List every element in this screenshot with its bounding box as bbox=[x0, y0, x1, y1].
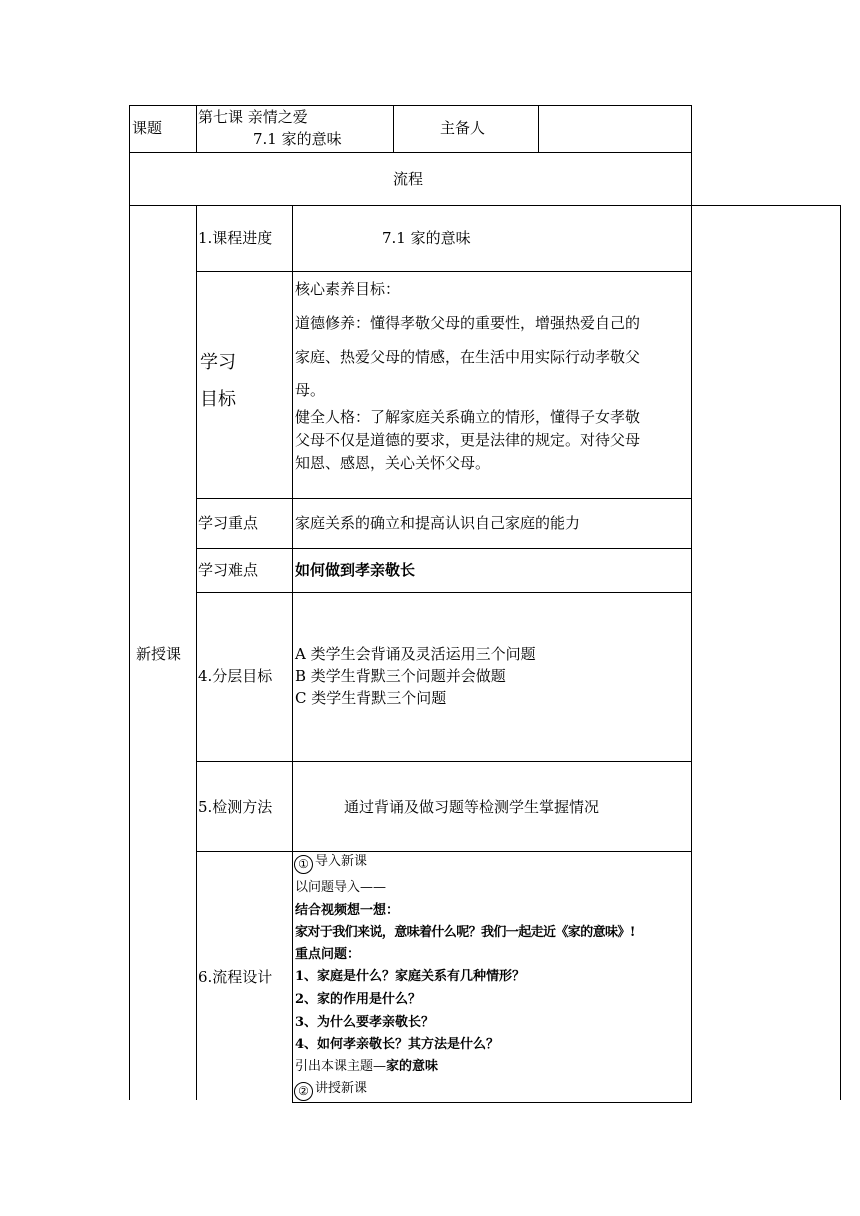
grid-line bbox=[196, 271, 691, 272]
grid-line bbox=[196, 105, 197, 152]
goals-personality-line: 知恩、感恩，关心关怀父母。 bbox=[295, 454, 491, 472]
progress-label: 1.课程进度 bbox=[198, 229, 273, 247]
theme-title: 家的意味 bbox=[386, 1059, 439, 1074]
grid-line bbox=[129, 105, 130, 1100]
process-question: 3、为什么要孝亲敬长？ bbox=[295, 1015, 435, 1030]
process-step1 bbox=[294, 855, 367, 874]
process-intro: 以问题导入—— bbox=[295, 880, 387, 895]
grid-line bbox=[129, 152, 691, 153]
topic-subtitle: 7.1 家的意味 bbox=[253, 130, 342, 148]
grid-line bbox=[196, 498, 691, 499]
flow-heading: 流程 bbox=[393, 170, 424, 188]
grid-line bbox=[129, 205, 841, 206]
grid-line bbox=[129, 105, 691, 106]
progress-value: 7.1 家的意味 bbox=[382, 229, 471, 247]
step-number-badge: ② bbox=[294, 1082, 313, 1101]
process-step2 bbox=[294, 1082, 367, 1101]
topic-label: 课题 bbox=[132, 119, 163, 137]
grid-line bbox=[691, 105, 692, 1103]
difficulty-value: 如何做到孝亲敬长 bbox=[295, 561, 416, 579]
process-question: 1、家庭是什么？家庭关系有几种情形？ bbox=[295, 969, 526, 984]
layered-goal-a: A 类学生会背诵及灵活运用三个问题 bbox=[295, 645, 536, 663]
process-question: 2、家的作用是什么？ bbox=[295, 992, 422, 1007]
step-title: 导入新课 bbox=[315, 854, 368, 869]
grid-line bbox=[196, 761, 691, 762]
grid-line bbox=[840, 205, 841, 1100]
goals-moral-line: 家庭、热爱父母的情感，在生活中用实际行动孝敬父 bbox=[295, 348, 641, 366]
difficulty-label: 学习难点 bbox=[198, 561, 259, 579]
goals-label-line1: 学习 bbox=[200, 352, 236, 373]
process-label: 6.流程设计 bbox=[198, 968, 273, 986]
grid-line bbox=[196, 548, 691, 549]
key-point-label: 学习重点 bbox=[198, 514, 259, 532]
grid-line bbox=[538, 105, 539, 152]
goals-heading: 核心素养目标： bbox=[295, 280, 401, 298]
key-point-value: 家庭关系的确立和提高认识自己家庭的能力 bbox=[295, 514, 581, 532]
step-title: 讲授新课 bbox=[315, 1081, 368, 1096]
grid-line bbox=[292, 205, 293, 1103]
goals-moral-line: 道德修养：懂得孝敬父母的重要性，增强热爱自己的 bbox=[295, 314, 641, 332]
goals-label-line2: 目标 bbox=[200, 389, 236, 410]
process-question-line: 家对于我们来说，意味着什么呢？我们一起走近《家的意味》! bbox=[295, 925, 635, 940]
process-theme bbox=[295, 1060, 438, 1073]
preparer-label: 主备人 bbox=[440, 119, 486, 137]
process-question: 4、如何孝亲敬长？其方法是什么？ bbox=[295, 1037, 500, 1052]
section-label: 新授课 bbox=[136, 645, 182, 663]
process-video: 结合视频想一想： bbox=[295, 903, 400, 918]
grid-line bbox=[292, 1102, 691, 1103]
goals-moral-line: 母。 bbox=[295, 381, 326, 399]
grid-line bbox=[196, 851, 691, 852]
grid-line bbox=[196, 592, 691, 593]
theme-prefix: 引出本课主题— bbox=[295, 1059, 387, 1074]
goals-personality-line: 父母不仅是道德的要求，更是法律的规定。对待父母 bbox=[295, 431, 641, 449]
topic-title: 第七课 亲情之爱 bbox=[198, 108, 308, 126]
process-key-questions: 重点问题： bbox=[295, 947, 361, 962]
assessment-value: 通过背诵及做习题等检测学生掌握情况 bbox=[344, 798, 600, 816]
assessment-label: 5.检测方法 bbox=[198, 798, 273, 816]
step-number-badge: ① bbox=[294, 855, 313, 874]
layered-goal-b: B 类学生背默三个问题并会做题 bbox=[295, 667, 506, 685]
layered-label: 4.分层目标 bbox=[198, 667, 273, 685]
layered-goal-c: C 类学生背默三个问题 bbox=[295, 689, 447, 707]
grid-line bbox=[393, 105, 394, 152]
goals-personality-line: 健全人格：了解家庭关系确立的情形，懂得子女孝敬 bbox=[295, 408, 641, 426]
grid-line bbox=[196, 205, 197, 1100]
